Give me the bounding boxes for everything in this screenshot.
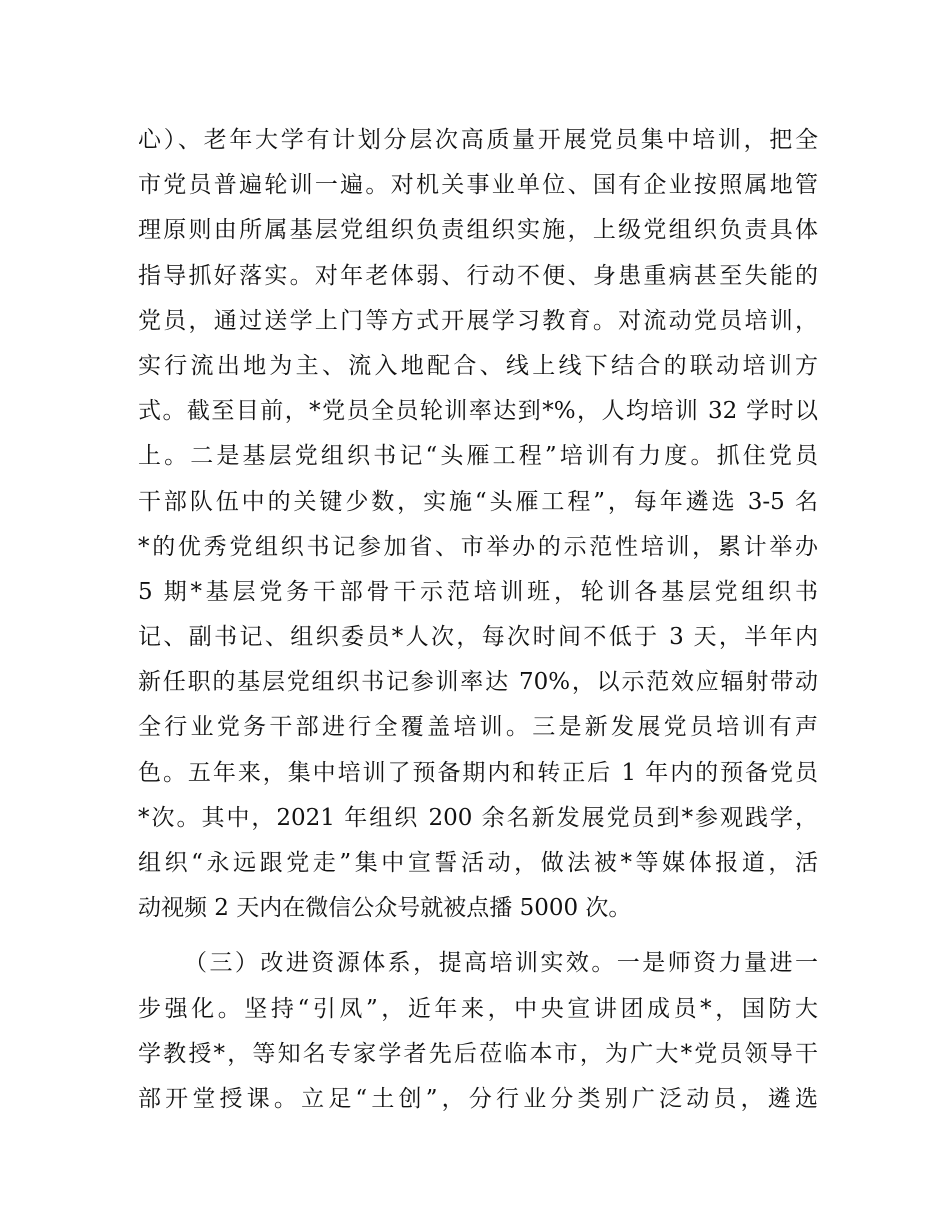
text-line: *次。其中，2021 年组织 200 余名新发展党员到*参观践学， [138, 804, 818, 831]
text-line: 组织“永远跟党走”集中宣誓活动，做法被*等媒体报道，活 [138, 850, 818, 876]
text-line: 式。截至目前，*党员全员轮训率达到*%，人均培训 32 学时以 [138, 398, 818, 425]
paragraph-1 [138, 118, 818, 931]
text-line: 党员，通过送学上门等方式开展学习教育。对流动党员培训， [138, 307, 818, 334]
text-line: 记、副书记、组织委员*人次，每次时间不低于 3 天，半年内 [138, 624, 818, 651]
text-line: 新任职的基层党组织书记参训率达 70%，以示范效应辐射带动 [138, 669, 818, 696]
text-line: *的优秀党组织书记参加省、市举办的示范性培训，累计举办 [138, 533, 818, 560]
text-line: 学教授*，等知名专家学者先后莅临本市，为广大*党员领导干 [138, 1040, 818, 1067]
text-line: 动视频 2 天内在微信公众号就被点播 5000 次。 [138, 895, 632, 922]
text-line: 色。五年来，集中培训了预备期内和转正后 1 年内的预备党员 [138, 759, 818, 786]
text-line: 上。二是基层党组织书记“头雁工程”培训有力度。抓住党员 [138, 443, 818, 470]
text-line: （三）改进资源体系，提高培训实效。一是师资力量进一 [184, 950, 818, 977]
text-line: 指导抓好落实。对年老体弱、行动不便、身患重病甚至失能的 [138, 262, 818, 289]
text-line: 心）、老年大学有计划分层次高质量开展党员集中培训，把全 [138, 127, 818, 153]
text-line: 全行业党务干部进行全覆盖培训。三是新发展党员培训有声 [138, 714, 818, 741]
body-text [138, 118, 818, 1122]
paragraph-2 [138, 941, 818, 1122]
text-line: 步强化。坚持“引凤”，近年来，中央宣讲团成员*，国防大 [138, 995, 818, 1022]
text-line: 5 期*基层党务干部骨干示范培训班，轮训各基层党组织书 [138, 578, 818, 605]
text-line: 干部队伍中的关键少数，实施“头雁工程”，每年遴选 3-5 名 [138, 488, 818, 515]
text-line: 理原则由所属基层党组织负责组织实施，上级党组织负责具体 [138, 217, 818, 244]
text-line: 市党员普遍轮训一遍。对机关事业单位、国有企业按照属地管 [138, 172, 818, 199]
paragraph-gap [138, 931, 818, 941]
text-line: 实行流出地为主、流入地配合、线上线下结合的联动培训方 [138, 352, 818, 379]
text-line: 部开堂授课。立足“土创”，分行业分类别广泛动员，遴选 [138, 1085, 818, 1112]
